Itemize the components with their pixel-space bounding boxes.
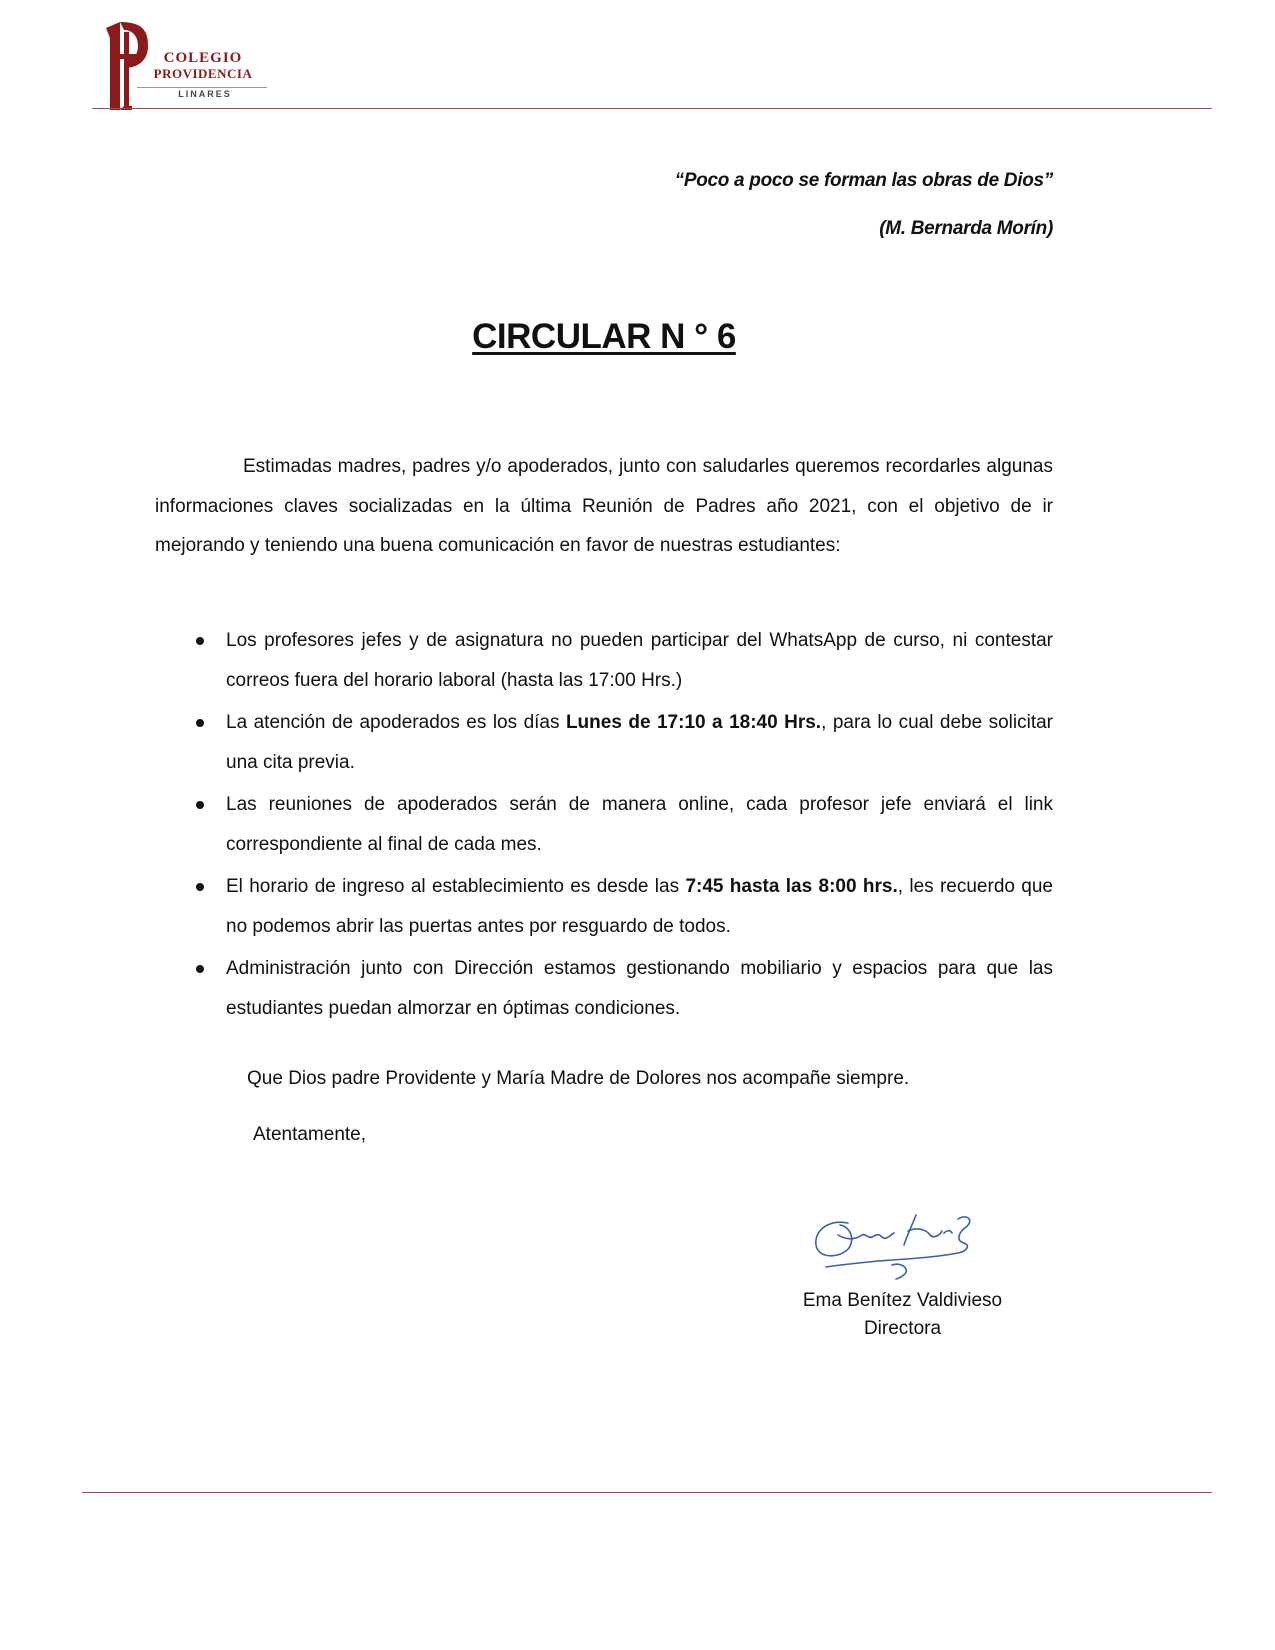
school-logo-icon bbox=[100, 18, 150, 112]
list-item bbox=[155, 621, 1053, 701]
list-item bbox=[155, 867, 1053, 947]
list-item-text: Las reuniones de apoderados serán de manera online, cada profesor jefe enviará el link correspondiente al final de cada mes. bbox=[226, 794, 1053, 855]
bullet-icon bbox=[196, 801, 204, 809]
logo-school-name: PROVIDENCIA bbox=[153, 66, 253, 81]
bullet-icon bbox=[196, 965, 204, 973]
list-item-text: , les recuerdo que no podemos abrir las puertas antes por resguardo de todos. bbox=[226, 876, 1053, 937]
signature-icon bbox=[808, 1205, 978, 1285]
signer-role: Directora bbox=[863, 1318, 942, 1339]
list-item bbox=[155, 785, 1053, 865]
bullet-icon bbox=[196, 637, 204, 645]
list-item-text: Los profesores jefes y de asignatura no pueden participar del WhatsApp de curso, ni contestar correos fuera del horario laboral (hasta las 17:00 Hrs.) bbox=[226, 630, 1053, 691]
list-item-text: , para lo cual debe solicitar una cita previa. bbox=[226, 712, 1054, 773]
list-item-text: La atención de apoderados es los días bbox=[226, 712, 566, 733]
blessing-text: Que Dios padre Providente y María Madre de Dolores nos acompañe siempre. bbox=[247, 1068, 910, 1089]
intro-text: Estimadas madres, padres y/o apoderados, junto con saludarles queremos recordarles algunas informaciones claves socializadas en la última Reunión de Padres año 2021, con el objetivo de ir mejorando y teniendo una buena comunicación en favor de nuestras estudiantes: bbox=[155, 456, 1053, 556]
list-item bbox=[155, 703, 1053, 783]
list-item-text: El horario de ingreso al establecimiento es desde las bbox=[226, 876, 686, 897]
list-item-text: Administración junto con Dirección estamos gestionando mobiliario y espacios para que las estudiantes puedan almorzar en óptimas condiciones. bbox=[226, 958, 1053, 1019]
bullet-icon bbox=[196, 719, 204, 727]
logo-divider bbox=[137, 87, 267, 88]
list-item bbox=[155, 949, 1053, 1029]
list-item-emphasis: 7:45 hasta las 8:00 hrs. bbox=[685, 876, 898, 897]
signer-name: Ema Benítez Valdivieso bbox=[802, 1290, 1003, 1311]
intro-paragraph bbox=[155, 447, 1053, 566]
header-rule bbox=[92, 108, 1212, 109]
motto-author: (M. Bernarda Morín) bbox=[879, 218, 1053, 239]
title-text: CIRCULAR N ° 6 bbox=[472, 317, 736, 356]
school-logo-text bbox=[148, 50, 258, 82]
logo-city: LINARES bbox=[178, 89, 232, 99]
logo-school-word: COLEGIO bbox=[163, 50, 243, 66]
bullet-icon bbox=[196, 883, 204, 891]
footer-rule bbox=[82, 1492, 1212, 1493]
info-list bbox=[155, 621, 1053, 1031]
closing-text: Atentamente, bbox=[253, 1124, 367, 1145]
page-title bbox=[0, 317, 1208, 357]
motto-quote: “Poco a poco se forman las obras de Dios” bbox=[674, 170, 1053, 191]
list-item-emphasis: Lunes de 17:10 a 18:40 Hrs. bbox=[565, 712, 822, 733]
